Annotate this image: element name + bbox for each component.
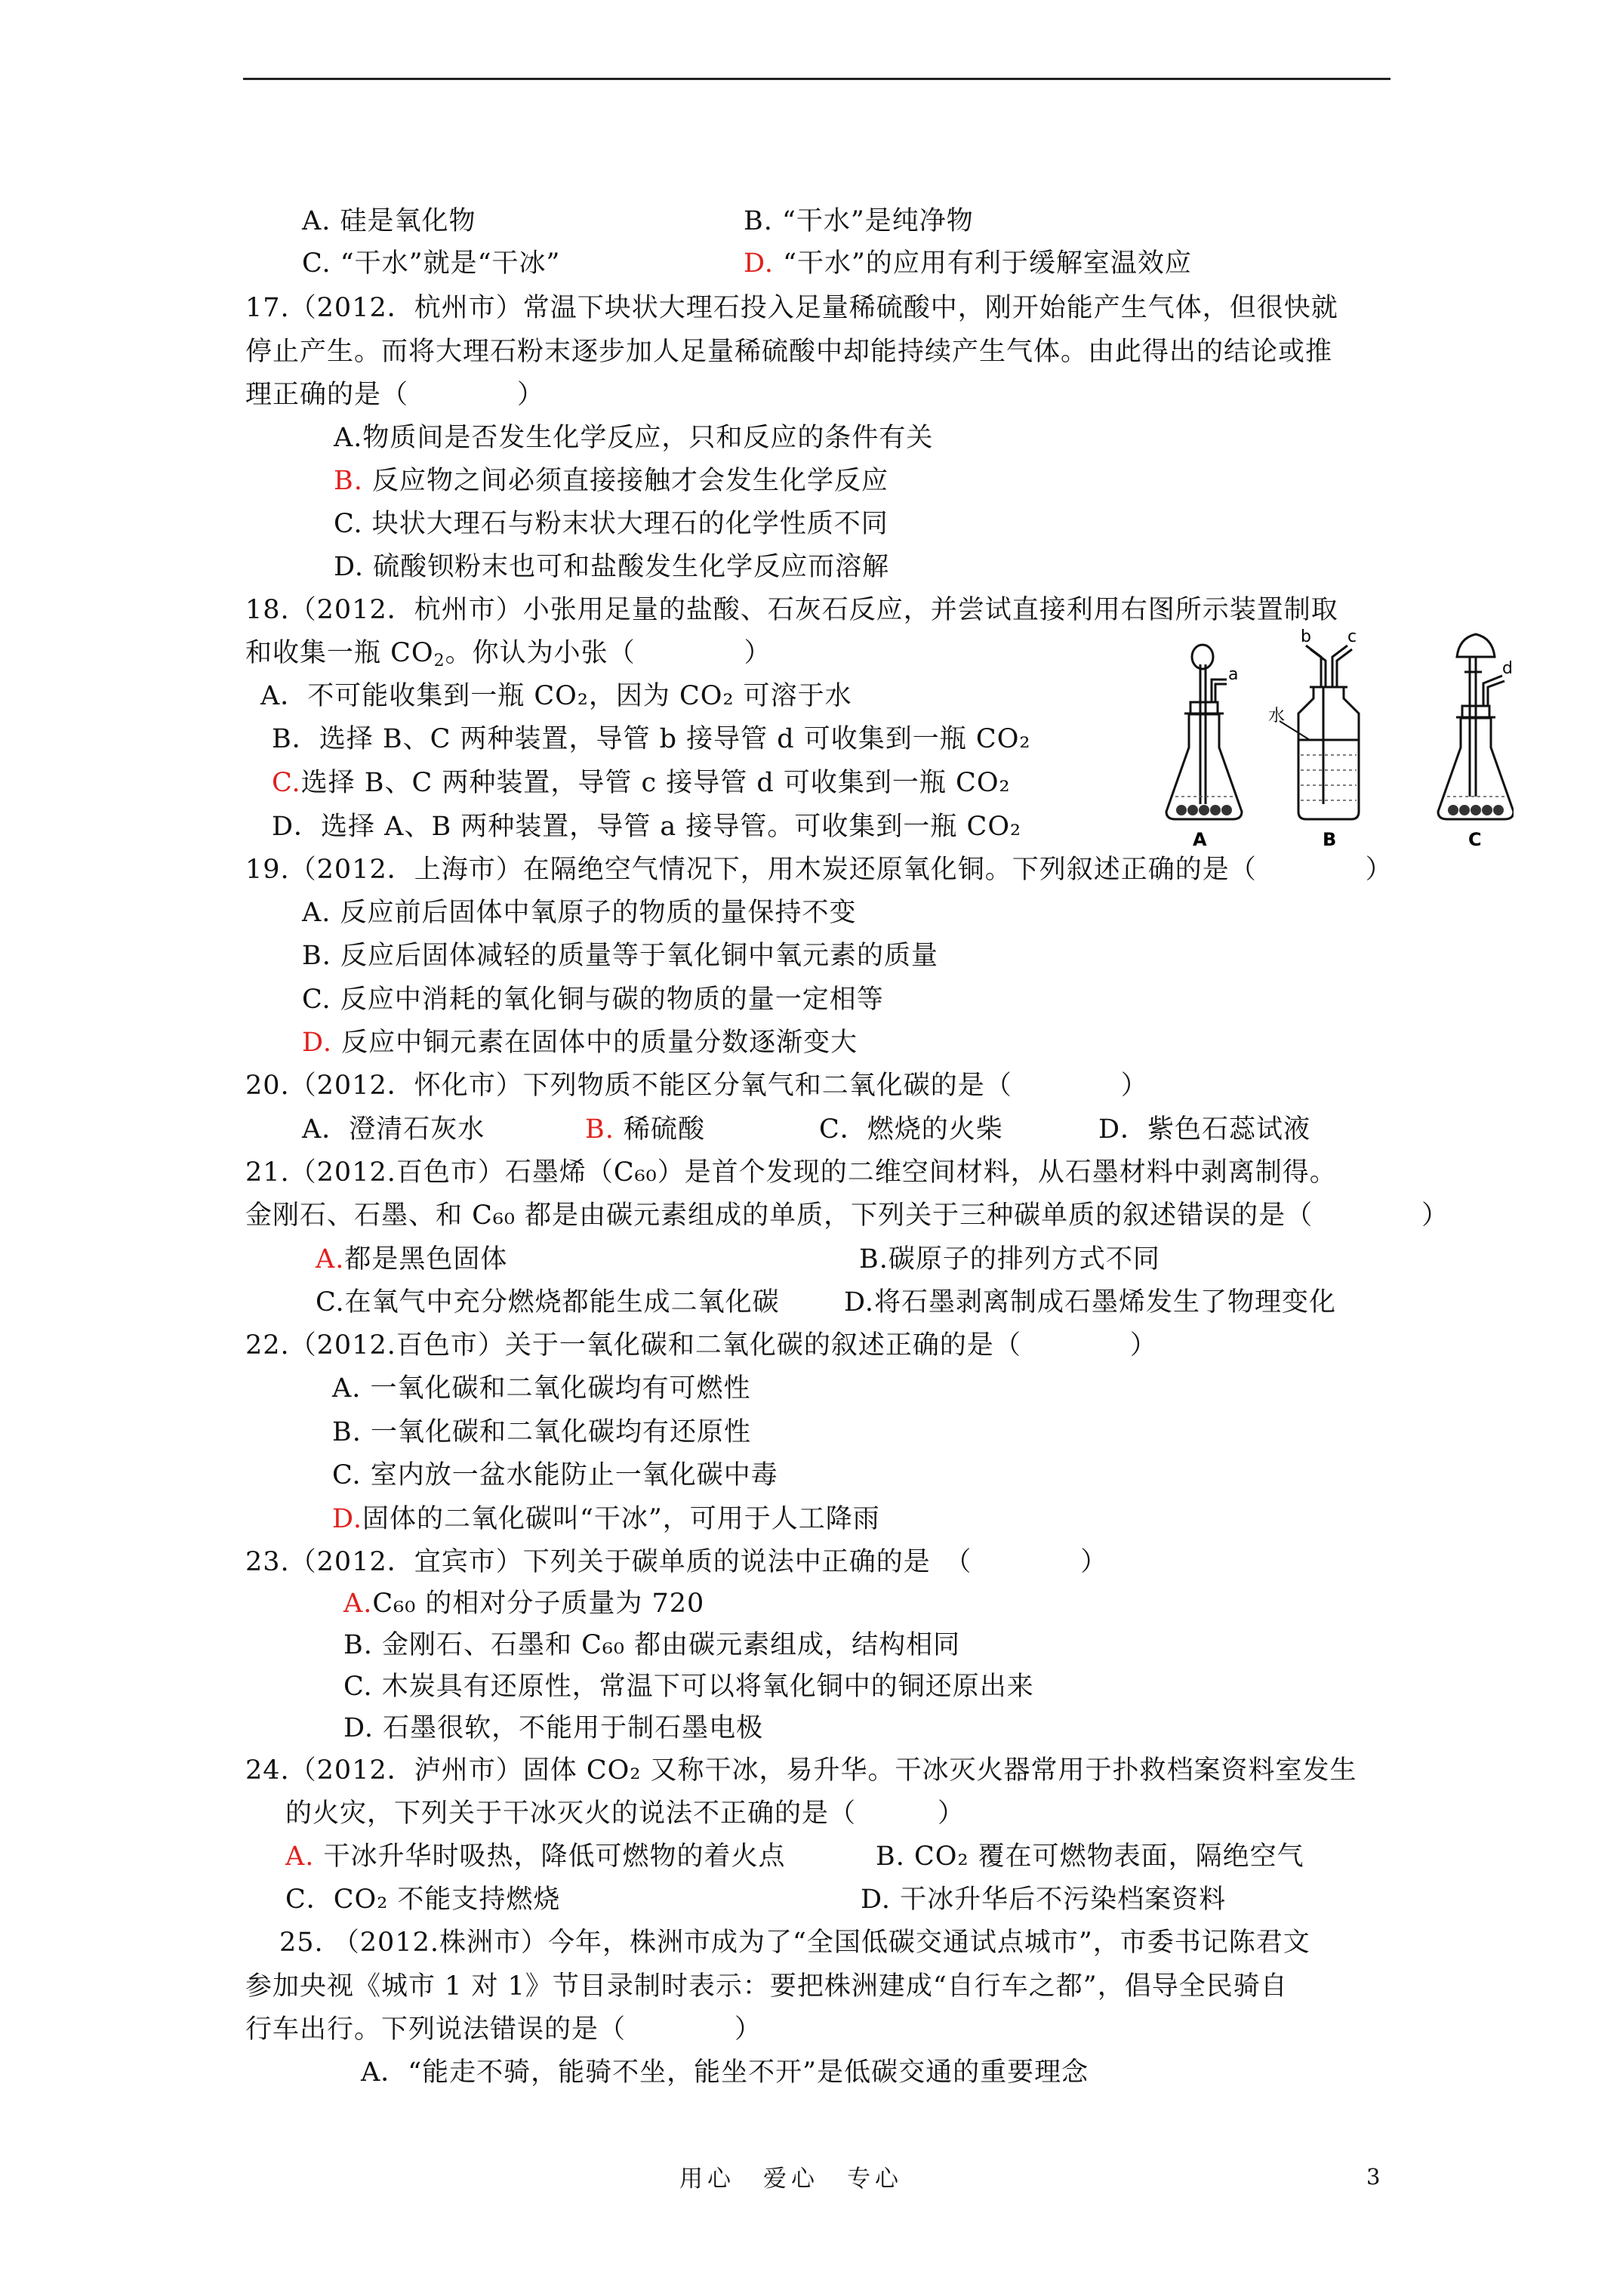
q25-stem-line2: 参加央视《城市 1 对 1》节目录制时表示：要把株洲建成“自行车之都”，倡导全民骑自 [245, 1971, 1288, 2002]
answer-mark: C. [272, 768, 301, 798]
tube-label-c: c [1347, 627, 1357, 646]
q23-option-b: B. 金刚石、石墨和 C₆₀ 都由碳元素组成，结构相同 [343, 1630, 961, 1660]
q16-option-d [744, 242, 1192, 285]
q21-stem-line2: 金刚石、石墨、和 C₆₀ 都是由碳元素组成的单质，下列关于三种碳单质的叙述错误的是（ ） [245, 1200, 1449, 1231]
q22-stem: 22.（2012.百色市）关于一氧化碳和二氧化碳的叙述正确的是（ ） [245, 1330, 1157, 1361]
q16-option-b: B. “干水”是纯净物 [744, 206, 974, 236]
q25-stem-line3: 行车出行。下列说法错误的是（ ） [245, 2014, 762, 2045]
tube-label-a: a [1228, 665, 1239, 684]
q18-option-a: A．不可能收集到一瓶 CO₂，因为 CO₂ 可溶于水 [260, 681, 852, 711]
apparatus-label-c: C [1468, 829, 1482, 850]
subscript-2: 2 [433, 652, 445, 670]
apparatus-label-b: B [1323, 829, 1337, 850]
q25-stem-line1: 25. （2012.株洲市）今年，株洲市成为了“全国低碳交通试点城市”，市委书记陈君文 [279, 1928, 1310, 1958]
q22-option-d-text: 固体的二氧化碳叫“干冰”，可用于人工降雨 [362, 1504, 880, 1534]
q22-option-c: C. 室内放一盆水能防止一氧化碳中毒 [332, 1460, 778, 1490]
q23-option-d: D. 石墨很软，不能用于制石墨电极 [343, 1713, 764, 1743]
tube-label-d: d [1502, 659, 1513, 678]
q23-stem: 23.（2012．宜宾市）下列关于碳单质的说法中正确的是 （ ） [245, 1547, 1108, 1577]
q18-option-c-text: 选择 B、C 两种装置，导管 c 接导管 d 可收集到一瓶 CO₂ [300, 768, 1011, 798]
q21-option-a [316, 1237, 507, 1281]
q17-option-d: D. 硫酸钡粉末也可和盐酸发生化学反应而溶解 [334, 552, 890, 582]
answer-mark: A. [285, 1841, 315, 1872]
q17-option-a: A.物质间是否发生化学反应，只和反应的条件有关 [334, 423, 934, 453]
q18-stem-part: 和收集一瓶 CO [245, 638, 434, 668]
q17-option-b-text: 反应物之间必须直接接触才会发生化学反应 [362, 466, 888, 496]
q16-option-a: A. 硅是氧化物 [302, 206, 476, 236]
q21-stem-line1: 21.（2012.百色市）石墨烯（C₆₀）是首个发现的二维空间材料，从石墨材料中剥离制得。 [245, 1157, 1337, 1188]
q17-option-c: C. 块状大理石与粉末状大理石的化学性质不同 [334, 509, 888, 539]
q24-stem-line2: 的火灾，下列关于干冰灭火的说法不正确的是（ ） [285, 1798, 965, 1829]
q17-option-b [334, 459, 888, 503]
q16-option-d-text: “干水”的应用有利于缓解室温效应 [773, 248, 1192, 279]
q19-option-c: C. 反应中消耗的氧化铜与碳的物质的量一定相等 [302, 985, 884, 1015]
q19-option-d-text: 反应中铜元素在固体中的质量分数逐渐变大 [331, 1028, 858, 1058]
answer-mark: D. [744, 248, 774, 279]
header-rule [243, 78, 1390, 80]
answer-mark: D. [302, 1028, 332, 1058]
q20-stem: 20.（2012．怀化市）下列物质不能区分氧气和二氧化碳的是（ ） [245, 1071, 1148, 1101]
answer-mark: A. [316, 1244, 345, 1274]
answer-mark: D. [332, 1504, 362, 1534]
apparatus-diagram [1159, 627, 1514, 853]
q24-option-a [285, 1835, 786, 1878]
q20-option-a: A．澄清石灰水 [302, 1114, 485, 1145]
q24-option-a-text: 干冰升华时吸热，降低可燃物的着火点 [314, 1841, 786, 1872]
q20-option-b [585, 1108, 705, 1151]
q19-option-b: B. 反应后固体减轻的质量等于氧化铜中氧元素的质量 [302, 941, 938, 971]
q24-stem-line1: 24.（2012．泸州市）固体 CO₂ 又称干冰，易升华。干冰灭火器常用于扑救档案资料室发生 [245, 1755, 1357, 1786]
q24-option-b: B. CO₂ 覆在可燃物表面，隔绝空气 [876, 1841, 1304, 1872]
q24-option-c: C．CO₂ 不能支持燃烧 [285, 1885, 561, 1915]
q23-option-a [343, 1582, 704, 1626]
answer-mark: A. [343, 1589, 373, 1619]
q20-option-c: C．燃烧的火柴 [819, 1114, 1003, 1145]
q19-option-d [302, 1021, 858, 1065]
q17-stem-line3: 理正确的是（ ） [245, 380, 545, 410]
q21-option-a-text: 都是黑色固体 [344, 1244, 508, 1274]
q21-option-d: D.将石墨剥离制成石墨烯发生了物理变化 [844, 1287, 1336, 1318]
q17-stem-line1: 17.（2012．杭州市）常温下块状大理石投入足量稀硫酸中，刚开始能产生气体，但很快就 [245, 293, 1338, 323]
q18-stem-part: 。你认为小张（ ） [445, 638, 771, 668]
q22-option-d [332, 1497, 880, 1541]
q21-option-b: B.碳原子的排列方式不同 [859, 1244, 1160, 1274]
page-footer: 用心 爱心 专心 [679, 2165, 903, 2193]
q24-option-d: D. 干冰升华后不污染档案资料 [861, 1885, 1227, 1915]
q18-option-b: B．选择 B、C 两种装置，导管 b 接导管 d 可收集到一瓶 CO₂ [272, 724, 1031, 754]
apparatus-figure [1159, 627, 1514, 853]
q16-option-c: C. “干水”就是“干冰” [302, 248, 561, 279]
q22-option-b: B. 一氧化碳和二氧化碳均有还原性 [332, 1417, 751, 1447]
q21-option-c: C.在氧气中充分燃烧都能生成二氧化碳 [316, 1287, 780, 1318]
q19-stem: 19.（2012．上海市）在隔绝空气情况下，用木炭还原氧化铜。下列叙述正确的是（ ） [245, 855, 1393, 885]
q17-stem-line2: 停止产生。而将大理石粉末逐步加人足量稀硫酸中却能持续产生气体。由此得出的结论或推 [245, 337, 1333, 367]
answer-mark: B. [585, 1114, 614, 1145]
q25-option-a: A．“能走不骑，能骑不坐，能坐不开”是低碳交通的重要理念 [361, 2057, 1089, 2088]
apparatus-label-a: A [1193, 829, 1207, 850]
q18-option-c [272, 761, 1011, 805]
q18-option-d: D．选择 A、B 两种装置，导管 a 接导管。可收集到一瓶 CO₂ [272, 812, 1022, 842]
page-number: 3 [1366, 2164, 1381, 2190]
q22-option-a: A. 一氧化碳和二氧化碳均有可燃性 [332, 1373, 751, 1404]
q19-option-a: A. 反应前后固体中氧原子的物质的量保持不变 [302, 898, 857, 928]
q23-option-a-text: C₆₀ 的相对分子质量为 720 [372, 1589, 705, 1619]
q20-option-b-text: 稀硫酸 [614, 1114, 705, 1145]
tube-label-b: b [1301, 627, 1311, 646]
q18-stem-line1: 18.（2012．杭州市）小张用足量的盐酸、石灰石反应，并尝试直接利用右图所示装置制取 [245, 595, 1338, 625]
q20-option-d: D．紫色石蕊试液 [1098, 1114, 1311, 1145]
q23-option-c: C. 木炭具有还原性，常温下可以将氧化铜中的铜还原出来 [343, 1672, 1034, 1702]
water-label: 水 [1268, 707, 1286, 726]
answer-mark: B. [334, 466, 363, 496]
q18-stem-line2 [245, 631, 771, 675]
